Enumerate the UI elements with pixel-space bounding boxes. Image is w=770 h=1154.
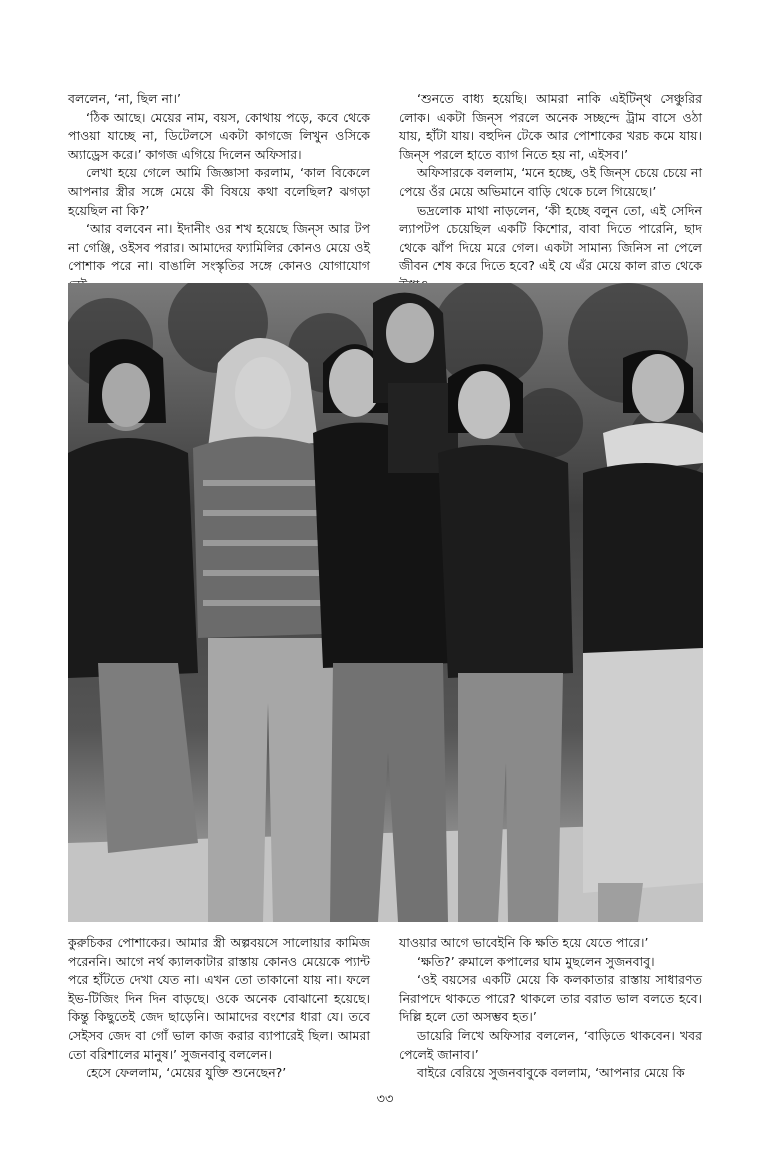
page-number: ৩৩ — [376, 1092, 394, 1107]
text-column-top-right — [399, 90, 702, 295]
paragraph: ভদ্রলোক মাথা নাড়লেন, ‘কী হচ্ছে বলুন তো, এই সেদিন ল্যাপটপ চেয়েছিল একটি কিশোর, বাবা দিতে পারেনি, ছাদ থেকে ঝাঁপ দিয়ে মরে গেল। একটা সামান্য জিনিস না পেলে জীবন শেষ করে দিতে হবে? এই যে এঁর মেয়ে কাল রাত থেকে — [399, 202, 702, 274]
paragraph: যাওয়ার আগে ভাবেইনি কি ক্ষতি হয়ে যেতে পারে।’ — [399, 935, 649, 950]
group-photo — [68, 283, 703, 922]
text-column-top-left — [68, 90, 370, 295]
paragraph: বললেন, ‘না, ছিল না।’ — [68, 91, 181, 106]
paragraph: ‘ওই বয়সের একটি মেয়ে কি কলকাতার রাস্তায় সাধারণত নিরাপদে থাকতে পারে? থাকলে তার বরাত ভাল বলতে হবে। দিল্লি হলে তো অসম্ভব হত।’ — [399, 972, 702, 1025]
paragraph: বাইরে বেরিয়ে সুজনবাবুকে বললাম, ‘আপনার মেয়ে কি — [417, 1065, 685, 1081]
paragraph: হেসে ফেললাম, ‘মেয়ের যুক্তি শুনেছেন?’ — [86, 1065, 287, 1081]
paragraph: লেখা হয়ে গেলে আমি জিজ্ঞাসা করলাম, ‘কাল বিকেলে আপনার স্ত্রীর সঙ্গে মেয়ে কী বিষয়ে কথা বলেছিল? ঝগড়া হয়েছিল না কি?’ — [68, 165, 370, 218]
paragraph: ‘আর বলবেন না। ইদানীং ওর শখ হয়েছে জিন্‌স আর টপ না গেঞ্জি, ওইসব পরার। আমাদের ফ্যামিলির কোনও মেয়ে ওই পোশাক পরে না। বাঙালি সংস্কৃতির সঙ্গে কোনও যোগাযোগ — [68, 221, 370, 274]
paragraph: কুরুচিকর পোশাকের। আমার স্ত্রী অল্পবয়সে সালোয়ার কামিজ পরেননি। আগে নর্থ ক্যালকাটার রাস্তায় কোনও মেয়েকে প্যান্ট পরে হাঁটতে দেখা যেত না। এখন তো তাকানো যায় না। ফলে ইভ-টিজিং দিন দিন বাড়ছে। ওকে অনেক বোঝানো হয়েছে। কিন্তু কিছুতেই জেদ ছাড়েনি। আমাদের বংশের ধারা যে। তবে সেইসব জেদ বা গোঁ ভাল কাজ করার ব্যাপারেই ছিল। আমরা তো বরিশালের মানুষ।’ সুজনবাবু বললেন। — [68, 935, 370, 1062]
text-column-bottom-right — [399, 934, 702, 1083]
paragraph: ডায়েরি লিখে অফিসার বললেন, ‘বাড়িতে থাকবেন। খবর পেলেই জানাব।’ — [399, 1027, 702, 1062]
text-column-bottom-left — [68, 934, 370, 1083]
paragraph: ‘ঠিক আছে। মেয়ের নাম, বয়স, কোথায় পড়ে, কবে থেকে পাওয়া যাচ্ছে না, ডিটেলসে একটা কাগজে লিখুন ওসিকে অ্যাড্রেস করে।’ কাগজ এগিয়ে দিলেন অফিসার। — [68, 109, 370, 162]
paragraph: ‘ক্ষতি?’ রুমালে কপালের ঘাম মুছলেন সুজনবাবু। — [417, 953, 655, 969]
paragraph: অফিসারকে বললাম, ‘মনে হচ্ছে, ওই জিন্‌স চেয়ে চেয়ে না পেয়ে ওঁর মেয়ে অভিমানে বাড়ি থেকে চলে গিয়েছে।’ — [399, 165, 702, 199]
paragraph: ‘শুনতে বাধ্য হয়েছি। আমরা নাকি এইটিন্‌থ সেঞ্চুরির লোক। একটা জিন্‌স পরলে অনেক সচ্ছন্দে ট্রাম বাসে ওঠা যায়, হাঁটা যায়। বহুদিন টেকে আর পোশাকের খরচ কমে যায়। জিন্‌স পরলে হাতে ব্যাগ নিতে হয় না, এইসব।’ — [399, 91, 702, 162]
